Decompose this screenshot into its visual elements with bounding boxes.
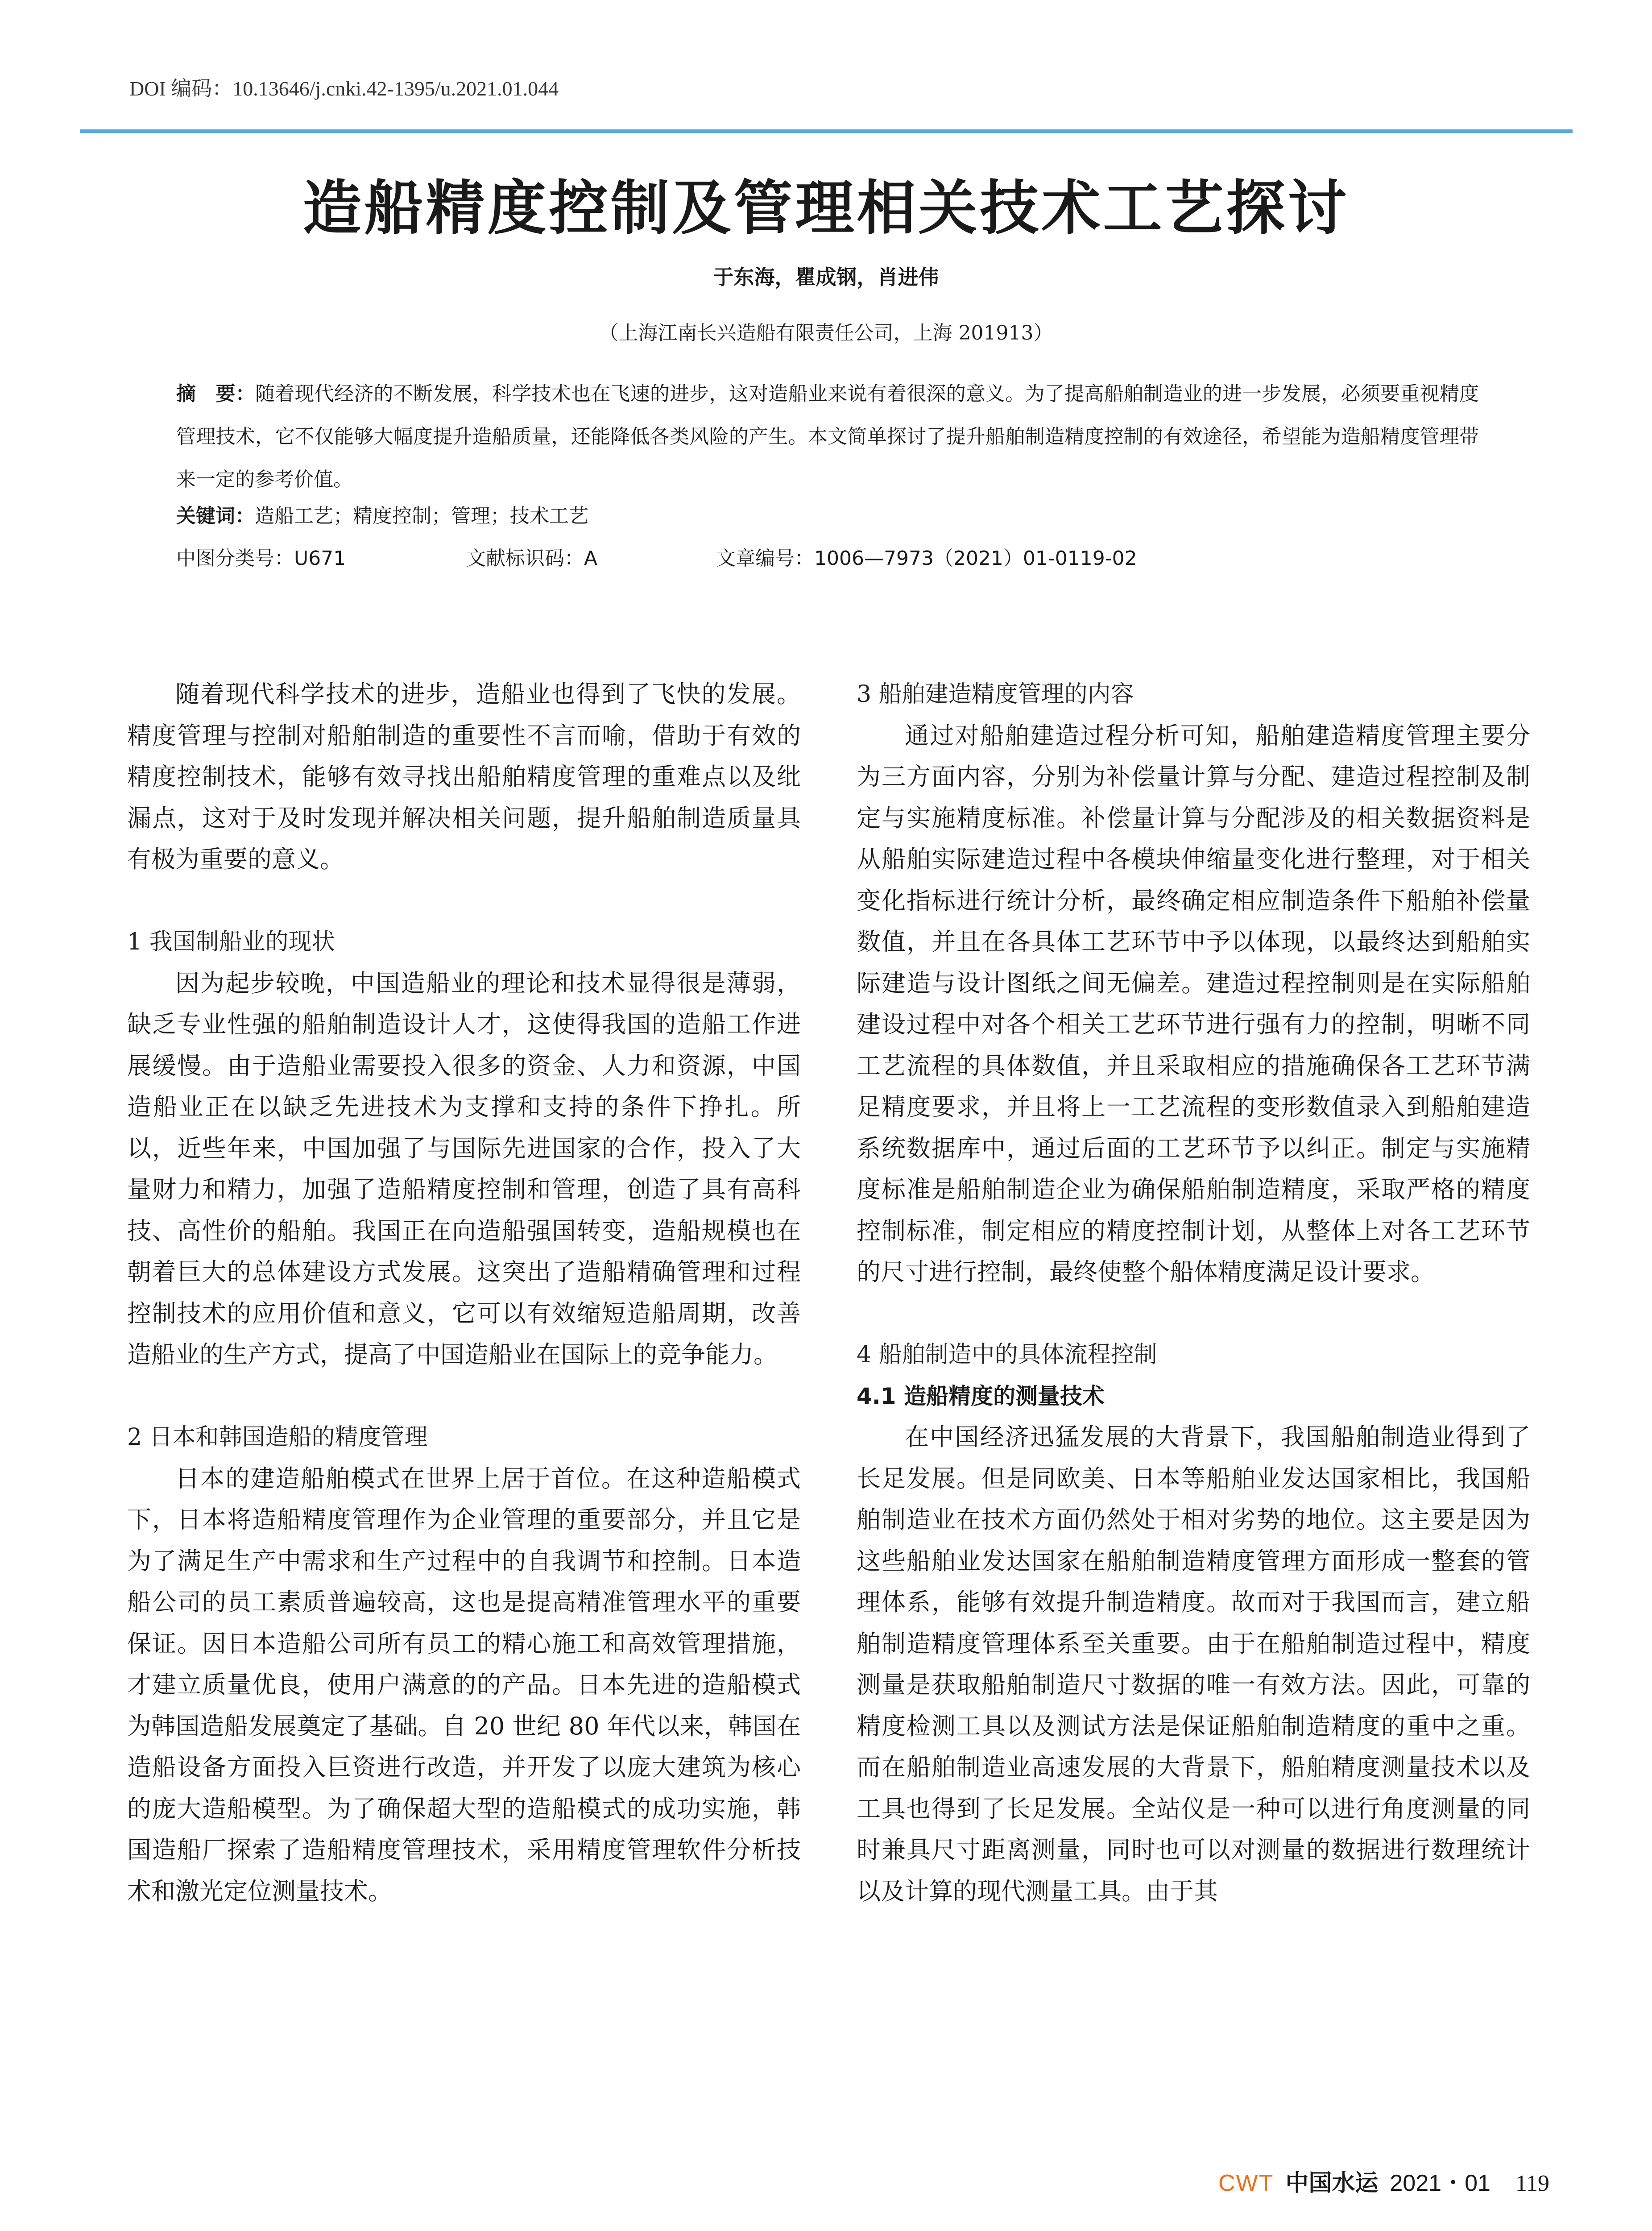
- document-code: 文献标识码：A: [466, 547, 598, 570]
- authors: 于东海，瞿成钢，肖进伟: [713, 265, 939, 289]
- section-2-heading: 2 日本和韩国造船的精度管理: [127, 1424, 428, 1451]
- keywords-label: 关键词：: [176, 505, 255, 527]
- header-rule: [80, 129, 1573, 133]
- journal-logo: CWT: [1218, 2170, 1274, 2196]
- article-number: 文章编号：1006—7973（2021）01-0119-02: [716, 547, 1137, 570]
- doi-header: DOI 编码：10.13646/j.cnki.42-1395/u.2021.01.044: [129, 77, 559, 100]
- section-2-paragraph: 日本的建造船舶模式在世界上居于首位。在这种造船模式下，日本将造船精度管理作为企业管理的重要部分，并且它是为了满足生产中需求和生产过程中的自我调节和控制。日本造船公司的员工素质普遍较高，这也是提高精准管理水平的重要保证。因日本造船公司所有员工的精心施工和高效管理措施，才建立质量优良，使用户满意的的产品。日本先进的造船模式为韩国造船发展奠定了基础。自 20 世纪 80 年代以来，韩国在造船设备方面投入巨资进行改造，并开发了以庞大建筑为核心的庞大造船模型。为了确保超大型的造船模式的成功实施，韩国造船厂探索了造船精度管理技术，采用精度管理软件分析技术和激光定位测量技术。: [127, 1464, 801, 1905]
- abstract-text: 随着现代经济的不断发展，科学技术也在飞速的进步，这对造船业来说有着很深的意义。为了提高船舶制造业的进一步发展，必须要重视精度管理技术，它不仅能够大幅度提升造船质量，还能降低各类风险的产生。本文简单探讨了提升船舶制造精度控制的有效途径，希望能为造船精度管理带来一定的参考价值。: [176, 382, 1479, 491]
- journal-name: 中国水运: [1285, 2169, 1379, 2197]
- intro-paragraph: 随着现代科学技术的进步，造船业也得到了飞快的发展。精度管理与控制对船舶制造的重要性不言而喻，借助于有效的精度控制技术，能够有效寻找出船舶精度管理的重难点以及纰漏点，这对于及时发现并解决相关问题，提升船舶制造质量具有极为重要的意义。: [127, 680, 801, 873]
- section-3-heading: 3 船舶建造精度管理的内容: [857, 681, 1134, 708]
- section-3-paragraph: 通过对船舶建造过程分析可知，船舶建造精度管理主要分为三方面内容，分别为补偿量计算与分配、建造过程控制及制定与实施精度标准。补偿量计算与分配涉及的相关数据资料是从船舶实际建造过程中各模块伸缩量变化进行整理，对于相关变化指标进行统计分析，最终确定相应制造条件下船舶补偿量数值，并且在各具体工艺环节中予以体现，以最终达到船舶实际建造与设计图纸之间无偏差。建造过程控制则是在实际船舶建设过程中对各个相关工艺环节进行强有力的控制，明晰不同工艺流程的具体数值，并且采取相应的措施确保各工艺环节满足精度要求，并且将上一工艺流程的变形数值录入到船舶建造系统数据库中，通过后面的工艺环节予以纠正。制定与实施精度标准是船舶制造企业为确保船舶制造精度，采取严格的精度控制标准，制定相应的精度控制计划，从整体上对各工艺环节的尺寸进行控制，最终使整个船体精度满足设计要求。: [857, 721, 1530, 1286]
- section-4-1-heading: 4.1 造船精度的测量技术: [857, 1383, 1105, 1409]
- page-number: 119: [1515, 2171, 1549, 2196]
- clc-number: 中图分类号：U671: [176, 547, 346, 570]
- right-column: [857, 674, 1530, 1912]
- section-4-1-paragraph: 在中国经济迅猛发展的大背景下，我国船舶制造业得到了长足发展。但是同欧美、日本等船舶业发达国家相比，我国船舶制造业在技术方面仍然处于相对劣势的地位。这主要是因为这些船舶业发达国家在船舶制造精度管理方面形成一整套的管理体系，能够有效提升制造精度。故而对于我国而言，建立船舶制造精度管理体系至关重要。由于在船舶制造过程中，精度测量是获取船舶制造尺寸数据的唯一有效方法。因此，可靠的精度检测工具以及测试方法是保证船舶制造精度的重中之重。而在船舶制造业高速发展的大背景下，船舶精度测量技术以及工具也得到了长足发展。全站仪是一种可以进行角度测量的同时兼具尺寸距离测量，同时也可以对测量的数据进行数理统计以及计算的现代测量工具。由于其: [857, 1423, 1530, 1905]
- page-footer: [1218, 2164, 1549, 2198]
- paper-title: 造船精度控制及管理相关技术工艺探讨: [302, 174, 1350, 243]
- abstract-label: 摘 要：: [176, 382, 255, 405]
- issue-date: 2021・01: [1390, 2170, 1491, 2196]
- keywords: [176, 500, 1479, 528]
- keywords-text: 造船工艺；精度控制；管理；技术工艺: [255, 505, 588, 527]
- section-1-paragraph: 因为起步较晚，中国造船业的理论和技术显得很是薄弱，缺乏专业性强的船舶制造设计人才，这使得我国的造船工作进展缓慢。由于造船业需要投入很多的资金、人力和资源，中国造船业正在以缺乏先进技术为支撑和支持的条件下挣扎。所以，近些年来，中国加强了与国际先进国家的合作，投入了大量财力和精力，加强了造船精度控制和管理，创造了具有高科技、高性价的船舶。我国正在向造船强国转变，造船规模也在朝着巨大的总体建设方式发展。这突出了造船精确管理和过程控制技术的应用价值和意义，它可以有效缩短造船周期，改善造船业的生产方式，提高了中国造船业在国际上的竞争能力。: [127, 969, 801, 1368]
- affiliation: （上海江南长兴造船有限责任公司，上海 201913）: [599, 322, 1053, 344]
- section-4-heading: 4 船舶制造中的具体流程控制: [857, 1341, 1157, 1368]
- section-1-heading: 1 我国制船业的现状: [127, 929, 335, 955]
- abstract: [176, 373, 1479, 501]
- left-column: [127, 674, 801, 1912]
- classification-line: [176, 542, 1479, 571]
